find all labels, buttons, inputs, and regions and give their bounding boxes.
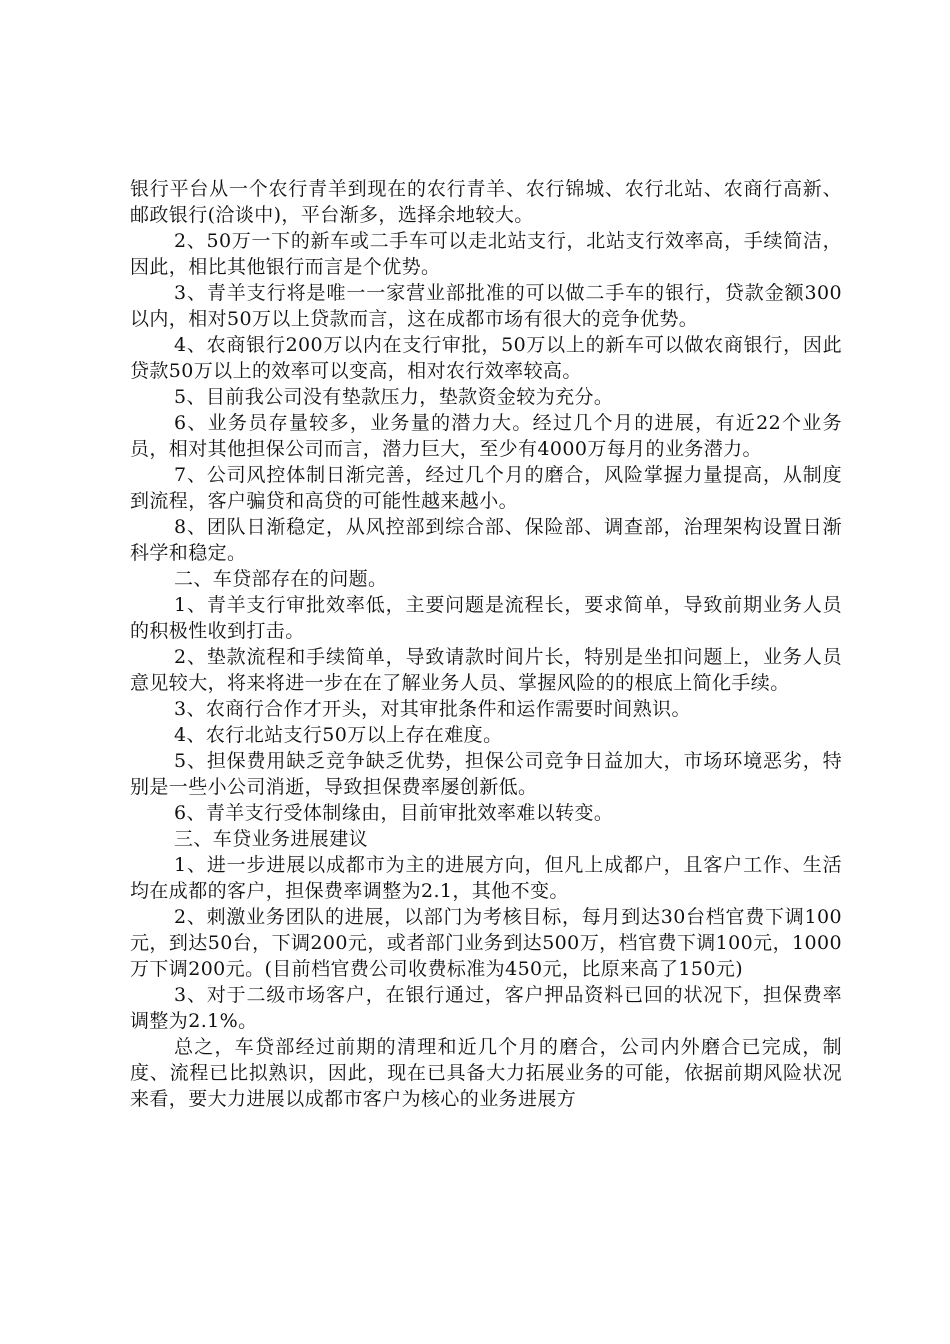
paragraph-problem-3: 3、农商行合作才开头，对其审批条件和运作需要时间熟识。 bbox=[174, 698, 691, 720]
paragraph-suggestion-2: 2、刺激业务团队的进展，以部门为考核目标，每月到达30台档官费下调100元，到达50台，下调200元，或者部门业务到达500万，档官费下调100元，1000万下调200元。(目前档官费公司收费标准为450元，比原来高了150元) bbox=[130, 906, 842, 980]
paragraph-advantage-3: 3、青羊支行将是唯一一家营业部批准的可以做二手车的银行，贷款金额300以内，相对50万以上贷款而言，这在成都市场有很大的竞争优势。 bbox=[130, 282, 842, 330]
paragraph-advantage-5: 5、目前我公司没有垫款压力，垫款资金较为充分。 bbox=[174, 386, 614, 408]
paragraph-advantage-4: 4、农商银行200万以内在支行审批，50万以上的新车可以做农商银行，因此贷款50万以上的效率可以变高，相对农行效率较高。 bbox=[130, 334, 842, 382]
section-heading-problems: 二、车贷部存在的问题。 bbox=[174, 568, 388, 590]
paragraph-platform-options: 银行平台从一个农行青羊到现在的农行青羊、农行锦城、农行北站、农商行高新、邮政银行(洽谈中)，平台渐多，选择余地较大。 bbox=[130, 178, 842, 226]
paragraph-problem-1: 1、青羊支行审批效率低，主要问题是流程长，要求简单，导致前期业务人员的积极性收到打击。 bbox=[130, 594, 842, 642]
document-body bbox=[130, 176, 842, 1112]
paragraph-problem-6: 6、青羊支行受体制缘由，目前审批效率难以转变。 bbox=[174, 802, 614, 824]
paragraph-suggestion-3: 3、对于二级市场客户，在银行通过，客户押品资料已回的状况下，担保费率调整为2.1%。 bbox=[130, 984, 842, 1032]
paragraph-advantage-6: 6、业务员存量较多，业务量的潜力大。经过几个月的进展，有近22个业务员，相对其他担保公司而言，潜力巨大，至少有4000万每月的业务潜力。 bbox=[130, 412, 842, 460]
paragraph-advantage-2: 2、50万一下的新车或二手车可以走北站支行，北站支行效率高，手续简洁，因此，相比其他银行而言是个优势。 bbox=[130, 230, 842, 278]
paragraph-problem-4: 4、农行北站支行50万以上存在难度。 bbox=[174, 724, 503, 746]
paragraph-problem-5: 5、担保费用缺乏竞争缺乏优势，担保公司竞争日益加大，市场环境恶劣，特别是一些小公司消逝，导致担保费率屡创新低。 bbox=[130, 750, 842, 798]
paragraph-advantage-8: 8、团队日渐稳定，从风控部到综合部、保险部、调查部，治理架构设置日渐科学和稳定。 bbox=[130, 516, 842, 564]
paragraph-advantage-7: 7、公司风控体制日渐完善，经过几个月的磨合，风险掌握力量提高，从制度到流程，客户骗贷和高贷的可能性越来越小。 bbox=[130, 464, 842, 512]
section-heading-suggestions: 三、车贷业务进展建议 bbox=[174, 828, 369, 850]
paragraph-problem-2: 2、垫款流程和手续简单，导致请款时间片长，特别是坐扣问题上，业务人员意见较大，将来将进一步在在了解业务人员、掌握风险的的根底上简化手续。 bbox=[130, 646, 842, 694]
paragraph-summary: 总之，车贷部经过前期的清理和近几个月的磨合，公司内外磨合已完成，制度、流程已比拟熟识，因此，现在已具备大力拓展业务的可能，依据前期风险状况来看，要大力进展以成都市客户为核心的业务进展方 bbox=[130, 1036, 842, 1110]
paragraph-suggestion-1: 1、进一步进展以成都市为主的进展方向，但凡上成都户，且客户工作、生活均在成都的客户，担保费率调整为2.1，其他不变。 bbox=[130, 854, 842, 902]
